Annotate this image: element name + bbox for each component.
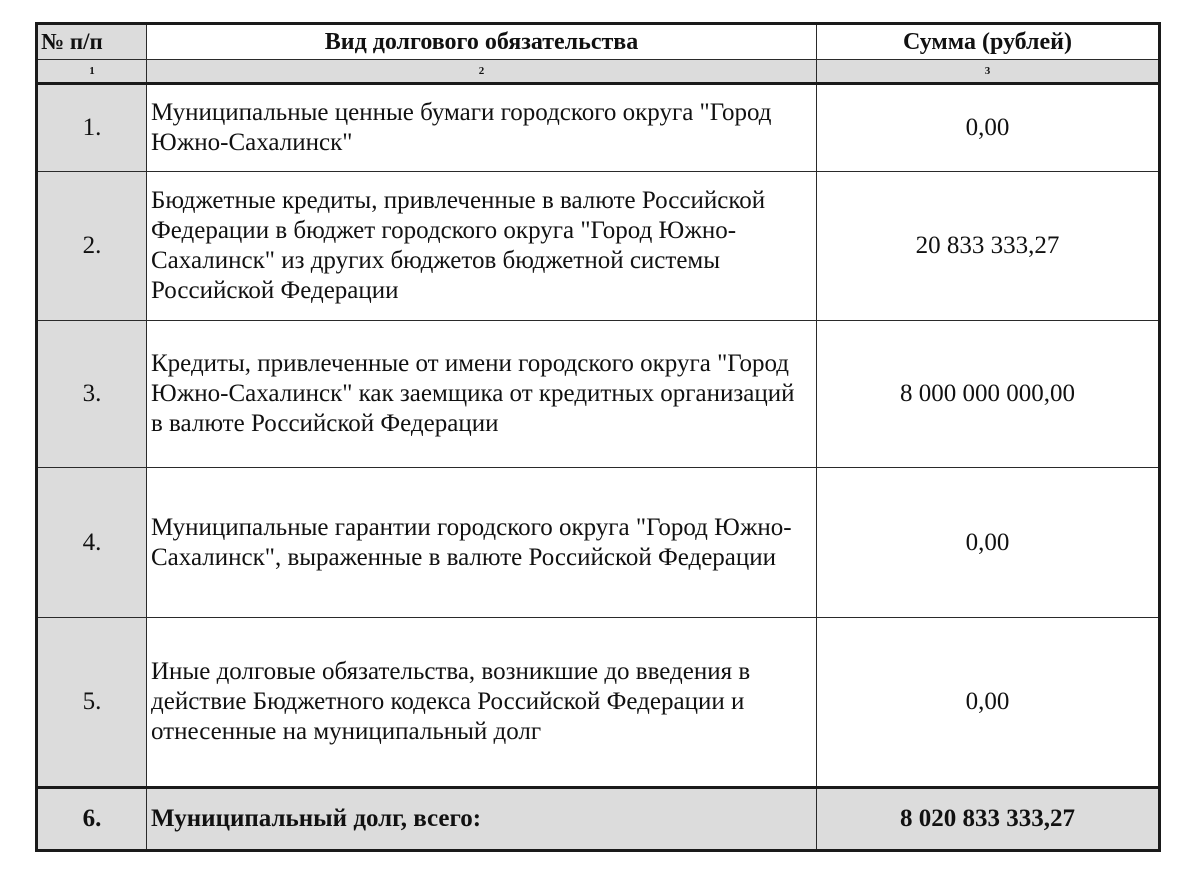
header-row xyxy=(37,24,1160,60)
table-row xyxy=(37,172,1160,321)
header-num: № п/п xyxy=(37,24,147,60)
row-amount: 20 833 333,27 xyxy=(817,172,1160,321)
row-amount: 8 000 000 000,00 xyxy=(817,321,1160,468)
row-number: 2. xyxy=(37,172,147,321)
table-row xyxy=(37,618,1160,788)
table-row xyxy=(37,84,1160,172)
total-amount: 8 020 833 333,27 xyxy=(817,788,1160,851)
row-amount: 0,00 xyxy=(817,468,1160,618)
total-label: Муниципальный долг, всего: xyxy=(147,788,817,851)
row-number: 5. xyxy=(37,618,147,788)
row-debt-kind: Иные долговые обязательства, возникшие до введения в действие Бюджетного кодекса Российской Федерации и отнесенные на муниципальный долг xyxy=(147,618,817,788)
column-index-row xyxy=(37,60,1160,84)
column-index-2: 2 xyxy=(147,60,817,84)
column-index-1: 1 xyxy=(37,60,147,84)
row-debt-kind: Бюджетные кредиты, привлеченные в валюте Российской Федерации в бюджет городского округа "Город Южно-Сахалинск" из других бюджетов бюджетной системы Российской Федерации xyxy=(147,172,817,321)
total-row xyxy=(37,788,1160,851)
table-row xyxy=(37,468,1160,618)
row-amount: 0,00 xyxy=(817,618,1160,788)
municipal-debt-table xyxy=(35,22,1161,852)
row-number: 4. xyxy=(37,468,147,618)
header-sum: Сумма (рублей) xyxy=(817,24,1160,60)
row-number: 1. xyxy=(37,84,147,172)
row-debt-kind: Кредиты, привлеченные от имени городского округа "Город Южно-Сахалинск" как заемщика от кредитных организаций в валюте Российской Федерации xyxy=(147,321,817,468)
table-row xyxy=(37,321,1160,468)
row-debt-kind: Муниципальные ценные бумаги городского округа "Город Южно-Сахалинск" xyxy=(147,84,817,172)
total-number: 6. xyxy=(37,788,147,851)
row-number: 3. xyxy=(37,321,147,468)
row-amount: 0,00 xyxy=(817,84,1160,172)
column-index-3: 3 xyxy=(817,60,1160,84)
row-debt-kind: Муниципальные гарантии городского округа "Город Южно-Сахалинск", выраженные в валюте Российской Федерации xyxy=(147,468,817,618)
header-kind: Вид долгового обязательства xyxy=(147,24,817,60)
